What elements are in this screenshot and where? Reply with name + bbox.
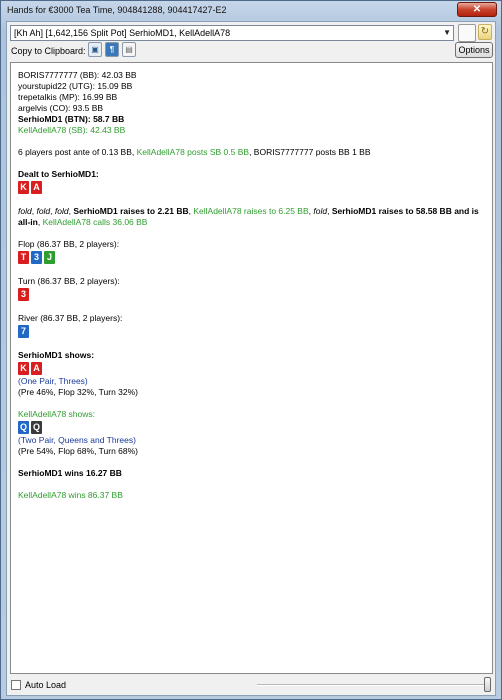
action-allin: SerhioMD1 raises to 58.58 BB and is all-in bbox=[18, 206, 479, 227]
auto-load-label[interactable]: Auto Load bbox=[25, 680, 67, 690]
showdown-equity: (Pre 54%, Flop 68%, Turn 68%) bbox=[18, 446, 139, 456]
player-seat-line: BORIS7777777 (BB): 42.03 BB bbox=[18, 70, 137, 80]
winner-line: KellAdellA78 wins 86.37 BB bbox=[18, 490, 123, 500]
river-label: River (86.37 BB, 2 players): bbox=[18, 313, 123, 323]
winner-line: SerhioMD1 wins 16.27 BB bbox=[18, 468, 122, 478]
action-call: KellAdellA78 calls 36.06 BB bbox=[42, 217, 148, 227]
antes-sb-text: KellAdellA78 posts SB 0.5 BB bbox=[136, 147, 250, 157]
playing-card: Q bbox=[32, 422, 40, 432]
close-button[interactable]: ✕ bbox=[457, 2, 497, 17]
clipboard-label: Copy to Clipboard: bbox=[11, 46, 86, 56]
auto-load-checkbox[interactable] bbox=[11, 680, 21, 690]
player-seat-line: KellAdellA78 (SB): 42.43 BB bbox=[18, 125, 126, 135]
flop-label: Flop (86.37 BB, 2 players): bbox=[18, 239, 120, 249]
player-seat-line: SerhioMD1 (BTN): 58.7 BB bbox=[18, 114, 125, 124]
playing-card: 3 bbox=[31, 251, 42, 264]
copy-forum-icon[interactable]: ¶ bbox=[105, 42, 119, 57]
hand-select-dropdown[interactable] bbox=[10, 25, 454, 41]
showdown-label: KellAdellA78 shows: bbox=[18, 409, 96, 419]
playing-card: 7 bbox=[18, 325, 29, 338]
chevron-down-icon[interactable]: ▼ bbox=[443, 28, 451, 37]
hand-history-panel bbox=[10, 62, 493, 674]
action-fold: fold bbox=[54, 206, 69, 216]
blank-button[interactable] bbox=[458, 24, 476, 42]
river-cards bbox=[18, 325, 488, 339]
dealt-cards bbox=[18, 181, 488, 195]
player-seat-line: yourstupid22 (UTG): 15.09 BB bbox=[18, 81, 133, 91]
playing-card: K bbox=[18, 362, 29, 375]
showdown-label: SerhioMD1 shows: bbox=[18, 350, 95, 360]
flop-cards bbox=[18, 251, 488, 265]
opacity-slider-track[interactable] bbox=[257, 684, 489, 686]
refresh-icon[interactable]: ↻ bbox=[478, 24, 492, 40]
player-seat-line: argelvis (CO): 93.5 BB bbox=[18, 103, 104, 113]
player-list bbox=[18, 70, 488, 136]
playing-card: A bbox=[31, 362, 42, 375]
hand-history-text bbox=[18, 70, 488, 501]
showdown-cards bbox=[18, 362, 488, 376]
action-raise: SerhioMD1 raises to 2.21 BB bbox=[73, 206, 189, 216]
playing-card: J bbox=[44, 251, 55, 264]
playing-card: K bbox=[18, 181, 29, 194]
player-seat-line: trepetalkis (MP): 16.99 BB bbox=[18, 92, 118, 102]
options-button[interactable]: Options bbox=[455, 42, 493, 58]
copy-image-icon[interactable]: ▣ bbox=[88, 42, 102, 57]
hand-select-value: [Kh Ah] [1,642,156 Split Pot] SerhioMD1, KellAdellA78 bbox=[14, 28, 231, 38]
dealt-label: Dealt to SerhioMD1: bbox=[18, 169, 99, 179]
antes-line bbox=[18, 147, 488, 158]
showdown-hand: (One Pair, Threes) bbox=[18, 376, 88, 386]
action-raise: KellAdellA78 raises to 6.25 BB bbox=[193, 206, 309, 216]
bottom-bar bbox=[7, 677, 495, 695]
action-fold: fold bbox=[18, 206, 32, 216]
client-area bbox=[6, 21, 496, 696]
turn-cards bbox=[18, 288, 488, 302]
antes-bb-text: , BORIS7777777 posts BB 1 BB bbox=[249, 147, 371, 157]
window-title: Hands for €3000 Tea Time, 904841288, 904417427-E2 bbox=[7, 5, 227, 15]
playing-card: 3 bbox=[18, 288, 29, 301]
action-fold: fold bbox=[313, 206, 328, 216]
showdown-cards bbox=[18, 421, 488, 435]
antes-text: 6 players post ante of 0.13 BB, bbox=[18, 147, 137, 157]
playing-card: T bbox=[18, 251, 29, 264]
turn-label: Turn (86.37 BB, 2 players): bbox=[18, 276, 120, 286]
refresh-group bbox=[458, 23, 493, 43]
title-bar[interactable] bbox=[1, 1, 501, 21]
showdown-hand: (Two Pair, Queens and Threes) bbox=[18, 435, 136, 445]
playing-card: A bbox=[31, 181, 42, 194]
opacity-slider-thumb[interactable] bbox=[484, 677, 491, 692]
playing-card: Q bbox=[19, 422, 27, 432]
preflop-actions: fold, fold, fold, SerhioMD1 raises to 2.21 BB, KellAdellA78 raises to 6.25 BB, fold, SerhioMD1 raises to 58.58 BB and is all-in, KellAdellA78 calls 36.06 BB bbox=[18, 206, 479, 227]
copy-text-icon[interactable]: ▤ bbox=[122, 42, 136, 57]
action-fold: fold bbox=[36, 206, 51, 216]
showdown-equity: (Pre 46%, Flop 32%, Turn 32%) bbox=[18, 387, 139, 397]
